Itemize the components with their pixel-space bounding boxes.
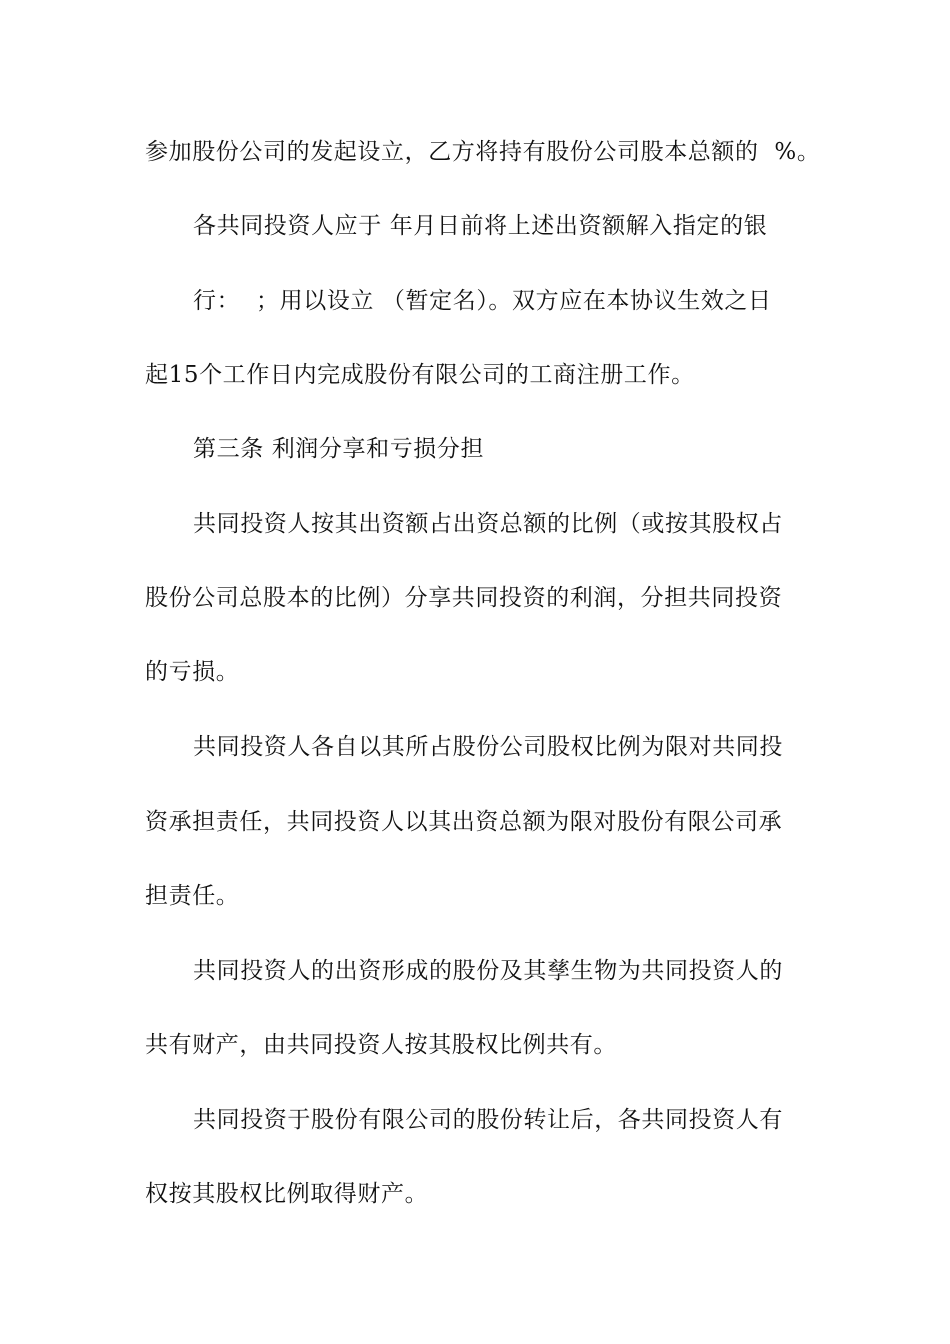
section-heading: 第三条 利润分享和亏损分担 [193,436,485,462]
text-line: 资承担责任，共同投资人以其出资总额为限对股份有限公司承 [145,809,783,835]
text-line: 的亏损。 [145,659,240,685]
text-line: 共同投资人各自以其所占股份公司股权比例为限对共同投 [193,734,783,760]
text-line: 担责任。 [145,883,240,909]
text-line: 共同投资于股份有限公司的股份转让后，各共同投资人有 [193,1107,783,1133]
text-line: 起15个工作日内完成股份有限公司的工商注册工作。 [145,362,695,388]
text-line: 参加股份公司的发起设立，乙方将持有股份公司股本总额的 %。 [145,139,821,165]
text-line: 共有财产，由共同投资人按其股权比例共有。 [145,1032,617,1058]
text-line: 各共同投资人应于 年月日前将上述出资额解入指定的银 [193,213,768,239]
text-line: 行： ；用以设立 （暂定名）。双方应在本协议生效之日 [193,288,772,314]
text-line: 共同投资人按其出资额占出资总额的比例（或按其股权占 [193,511,783,537]
text-line: 权按其股权比例取得财产。 [145,1181,429,1207]
text-line: 共同投资人的出资形成的股份及其孳生物为共同投资人的 [193,958,783,984]
text-line: 股份公司总股本的比例）分享共同投资的利润，分担共同投资 [145,585,783,611]
